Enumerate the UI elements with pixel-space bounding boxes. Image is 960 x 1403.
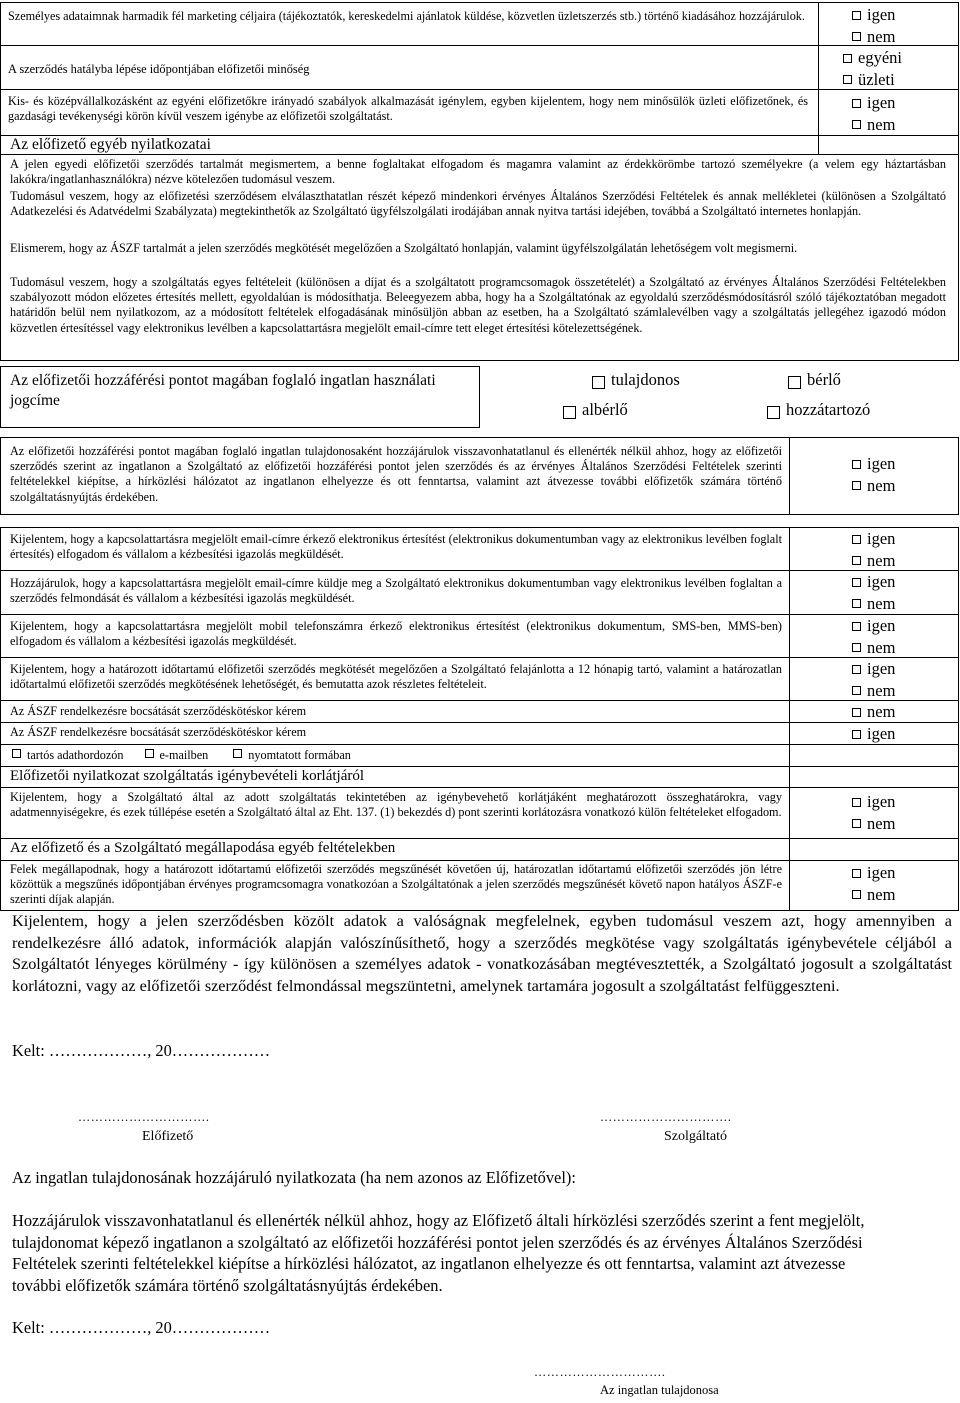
sme-statement-options: igen nem xyxy=(852,92,895,135)
checkbox-icon[interactable] xyxy=(843,75,852,84)
checkbox-icon[interactable] xyxy=(852,99,861,108)
declaration-paragraph: Tudomásul veszem, hogy az előfizetési szerződésem elválaszthatatlan részét képező mindenkori érvényes Általános Szerződési Feltételek és annak mellékletei (különösen a Szolgáltató Adatkezelési és Adatvédelmi Szabályzata) megtekinthetők az Szolgáltató ügyfélszolgálati irodájában annak nyitva tartási idejében, továbbá a Szolgáltató internetes honlapján. xyxy=(10,189,946,219)
checkbox-icon[interactable] xyxy=(852,686,861,695)
other-terms-text: Felek megállapodnak, hogy a határozott időtartamú előfizetői szerződés megszűnését követően új, határozatlan időtartamú előfizetői szerződés jön létre közöttük a megszűnés időpontjában érvényes programcsomagra vonatkozóan a Szolgáltatónak a jelen szerződés megszűnését követő napon hatályos ÁSZF-e szerinti díjak alapján. xyxy=(10,862,782,907)
top-table xyxy=(0,2,959,155)
date-line[interactable]: Kelt: ………………, 20……………… xyxy=(12,1041,271,1060)
checkbox-icon[interactable] xyxy=(852,869,861,878)
checkbox-icon[interactable] xyxy=(563,406,576,419)
owner-consent-text: Az előfizetői hozzáférési pontot magában foglaló ingatlan tulajdonosaként hozzájárulok visszavonhatatlanul és ellenérték nélkül ahhoz, hogy az előfizetői szerződés szerint az ingatlanon a Szolgáltató az előfizetői hozzáférési pontot jelen szerződés és az érvényes Általános Szerződési Feltételek szerinti feltételekkel kiépítse, a hírközlési hálózatot az ingatlanon elhelyezze és ott fenntartsa, valamint azt átvezesse további előfizetők számára történő szolgáltatásnyújtás érdekében. xyxy=(10,444,782,504)
checkbox-icon[interactable] xyxy=(852,460,861,469)
owner-signature-label: Az ingatlan tulajdonosa xyxy=(600,1383,719,1397)
other-terms-options: igen nem xyxy=(852,862,895,905)
checkbox-icon[interactable] xyxy=(767,406,780,419)
checkbox-icon[interactable] xyxy=(852,599,861,608)
consent-item-text: Kijelentem, hogy a határozott időtartamú előfizetői szerződés megkötését megelőzően a Szolgáltató felajánlotta a 12 hónapig tartó, valamint a határozatlan időtartalmú előfizetői szerződés megkötésének lehetőségét, és bemutatta azok részletes feltételeit. xyxy=(10,662,782,692)
option-relative[interactable]: hozzátartozó xyxy=(767,399,870,421)
declaration-paragraph: Elismerem, hogy az ÁSZF tartalmát a jelen szerződés megkötését megelőzően a Szolgáltató honlapján, valamint ügyfélszolgálatán lehetőségem volt megismerni. xyxy=(10,241,798,255)
checkbox-icon[interactable] xyxy=(12,749,21,758)
subscriber-signature-label: Előfizető xyxy=(142,1129,194,1144)
checkbox-icon[interactable] xyxy=(788,376,801,389)
consent-item-options: igen nem xyxy=(852,528,895,571)
checkbox-icon[interactable] xyxy=(852,556,861,565)
subscriber-quality-options: egyéni üzleti xyxy=(843,47,902,90)
declarations-heading: Az előfizető egyéb nyilatkozatai xyxy=(10,136,211,153)
final-statement: Kijelentem, hogy a jelen szerződésben közölt adatok a valóságnak megfelelnek, egyben tudomásul veszem azt, hogy amennyiben a rendelkezésre álló adatok, információk alapján valószínűsíthető, hogy a szerződés megkötése vagy szolgáltatás igénybevétele céljából a Szolgáltatót lényeges körülmény - így különösen a személyes adatok - vonatkozásában megtévesztették, a Szolgáltató jogosult a szolgáltatást korlátozni, vagy az előfizetői szerződést felmondással megszüntetni, amelynek tartamára jogosult a szolgáltatást felfüggeszteni. xyxy=(12,912,952,995)
checkbox-icon[interactable] xyxy=(852,578,861,587)
consent-item-text: Hozzájárulok, hogy a kapcsolattartásra megjelölt email-címre küldje meg a Szolgáltató elektronikus dokumentumban vagy elektronikus levélben foglaltan a szerződés felmondását és vállalom a kézbesítési igazolás megküldését. xyxy=(10,576,782,606)
marketing-consent-options: igen nem xyxy=(852,4,895,47)
other-terms-heading: Az előfizető és a Szolgáltató megállapodása egyéb feltételekben xyxy=(10,840,396,856)
aszf-option-no[interactable]: nem xyxy=(852,701,895,723)
limit-heading: Előfizetői nyilatkozat szolgáltatás igénybevételi korlátjáról xyxy=(10,768,365,784)
consent-item-options: igen nem xyxy=(852,658,895,701)
owner-signature-line[interactable]: …………………………. xyxy=(534,1365,666,1379)
owner-statement-title: Az ingatlan tulajdonosának hozzájáruló nyilatkozata (ha nem azonos az Előfizetővel): xyxy=(12,1168,576,1187)
aszf-option-yes[interactable]: igen xyxy=(852,723,895,745)
property-title-label: Az előfizetői hozzáférési pontot magában foglaló ingatlan használati jogcíme xyxy=(10,372,436,409)
limit-options: igen nem xyxy=(852,791,895,834)
checkbox-icon[interactable] xyxy=(852,32,861,41)
checkbox-icon[interactable] xyxy=(852,730,861,739)
owner-statement-text: Hozzájárulok visszavonhatatlanul és ellenérték nélkül ahhoz, hogy az Előfizető általi hírközlési szerződés szerint a fent megjelölt, tulajdonomat képező ingatlanon a szolgáltató az előfizetői hozzáférési pontot jelen szerződés és az érvényes Általános Szerződési Feltételek szerinti feltételekkel kiépítse a hírközlési hálózatot, az ingatlanon elhelyezze és ott fenntartsa, valamint azt átvezesse további előfizetők számára történő szolgáltatásnyújtás érdekében. xyxy=(12,1211,865,1295)
checkbox-icon[interactable] xyxy=(852,120,861,129)
aszf-request-text: Az ÁSZF rendelkezésre bocsátását szerződéskötéskor kérem xyxy=(10,704,307,718)
sme-statement-text: Kis- és középvállalkozásként az egyéni előfizetőkre irányadó szabályok alkalmazását igénylem, egyben kijelentem, hogy nem minősülök üzleti előfizetőnek, és gazdasági tevékenységi körön kívül veszem igénybe az előfizetői szolgáltatást. xyxy=(8,94,808,124)
consent-item-text: Kijelentem, hogy a kapcsolattartásra megjelölt email-címre érkező elektronikus értesítést (elektronikus dokumentumban vagy az elektronikus levélben foglalt értesítés) elfogadom és vállalom a kézbesítési igazolás megküldését. xyxy=(10,532,782,562)
checkbox-icon[interactable] xyxy=(145,749,154,758)
aszf-request-text: Az ÁSZF rendelkezésre bocsátását szerződéskötéskor kérem xyxy=(10,725,307,739)
checkbox-icon[interactable] xyxy=(843,54,852,63)
subscriber-quality-label: A szerződés hatályba lépése időpontjában előfizetői minőség xyxy=(8,62,310,76)
checkbox-icon[interactable] xyxy=(852,819,861,828)
subscriber-signature-line[interactable]: …………………………. xyxy=(78,1110,210,1124)
checkbox-icon[interactable] xyxy=(852,798,861,807)
consent-item-options: igen nem xyxy=(852,615,895,658)
option-owner[interactable]: tulajdonos xyxy=(592,369,680,391)
checkbox-icon[interactable] xyxy=(852,890,861,899)
checkbox-icon[interactable] xyxy=(233,749,242,758)
checkbox-icon[interactable] xyxy=(852,665,861,674)
limit-text: Kijelentem, hogy a Szolgáltató által az adott szolgáltatás tekintetében az igénybevehető korlátjáként meghatározott összeghatárokra, vagy adatmennyiségekre, és ezek túllépése esetén a Szolgáltató által az Eht. 137. (1) bekezdés d) pont szerinti korlátozásra vonatkozó külön feltételeket elfogadom. xyxy=(10,790,782,820)
declaration-paragraph: A jelen egyedi előfizetői szerződés tartalmát megismertem, a benne foglaltakat elfogadom és magamra valamint az érdekkörömbe tartozó személyekre (a velem egy háztartásban lakókra/ingatlanhasználókra) nézve kötelezően tudomásul veszem. xyxy=(10,157,946,187)
marketing-consent-text: Személyes adataimnak harmadik fél marketing céljaira (tájékoztatók, kereskedelmi ajánlatok küldése, közvetlen üzletszerzés stb.) történő kiadásához hozzájárulok. xyxy=(8,9,805,23)
checkbox-icon[interactable] xyxy=(852,11,861,20)
provider-signature-line[interactable]: …………………………. xyxy=(600,1110,732,1124)
option-tenant[interactable]: bérlő xyxy=(788,369,841,391)
declaration-paragraph: Tudomásul veszem, hogy a szolgáltatás egyes feltételeit (különösen a díjat és a szolgáltatott programcsomagok összetételét) a Szolgáltató az érvényes Általános Szerződési Feltételekben szabályozott módon előzetes értesítés mellett, egyoldalúan is módosíthatja. Beleegyezem abba, hogy ha a Szolgáltatónak az egyoldalú szerződésmódosításról szóló tájékoztatóban megadott határidőn belül nem nyilatkozom, az a módosított feltételek elfogadásának minősüljön abban az esetben, ha a Szolgáltató számlalevélben vagy a szolgáltatás jellegéhez igazodó módon közvetlen értesítéssel vagy elektronikus levélben a kapcsolattartásra megjelölt email-címre tett eleget értesítési kötelezettségének. xyxy=(10,275,946,335)
consent-item-options: igen nem xyxy=(852,571,895,614)
owner-date-line[interactable]: Kelt: ………………, 20……………… xyxy=(12,1318,271,1337)
option-subtenant[interactable]: albérlő xyxy=(563,399,628,421)
checkbox-icon[interactable] xyxy=(852,643,861,652)
checkbox-icon[interactable] xyxy=(852,481,861,490)
checkbox-icon[interactable] xyxy=(592,376,605,389)
checkbox-icon[interactable] xyxy=(852,622,861,631)
consent-item-text: Kijelentem, hogy a kapcsolattartásra megjelölt mobil telefonszámra érkező elektronikus értesítést (elektronikus dokumentum, SMS-ben, MMS-ben) elfogadom és vállalom a kézbesítési igazolás megküldését. xyxy=(10,619,782,649)
aszf-medium-options: tartós adathordozón e-mailben nyomtatott formában xyxy=(12,748,351,763)
owner-consent-options: igen nem xyxy=(852,453,895,496)
checkbox-icon[interactable] xyxy=(852,708,861,717)
checkbox-icon[interactable] xyxy=(852,535,861,544)
provider-signature-label: Szolgáltató xyxy=(664,1129,727,1144)
